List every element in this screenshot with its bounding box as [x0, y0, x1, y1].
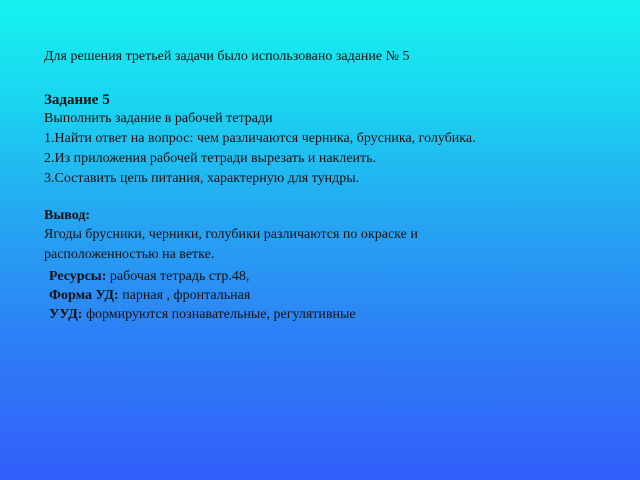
form-label: Форма УД:: [49, 288, 119, 303]
task-title: Задание 5: [44, 92, 110, 108]
resources-line: [49, 268, 249, 286]
task-line-1: Выполнить задание в рабочей тетради: [44, 111, 273, 126]
uud-value: формируются познавательные, регулятивные: [82, 307, 356, 322]
conclusion-line-1: Ягоды брусники, черники, голубики различаются по окраске и: [44, 227, 418, 242]
form-value: парная , фронтальная: [118, 288, 251, 303]
task-line-2: 1.Найти ответ на вопрос: чем различаются черника, брусника, голубика.: [44, 131, 476, 146]
task-line-3: 2.Из приложения рабочей тетради вырезать и наклеить.: [44, 151, 377, 166]
conclusion-line-2: расположенностью на ветке.: [44, 247, 215, 262]
uud-label: УУД:: [49, 307, 83, 322]
resources-label: Ресурсы:: [49, 269, 107, 284]
uud-line: [49, 306, 356, 324]
conclusion-title: Вывод:: [44, 208, 91, 223]
intro-text: Для решения третьей задачи было использовано задание № 5: [44, 49, 410, 64]
form-line: [49, 287, 250, 305]
task-line-4: 3.Составить цепь питания, характерную для тундры.: [44, 171, 360, 186]
resources-value: рабочая тетрадь стр.48,: [106, 269, 250, 284]
